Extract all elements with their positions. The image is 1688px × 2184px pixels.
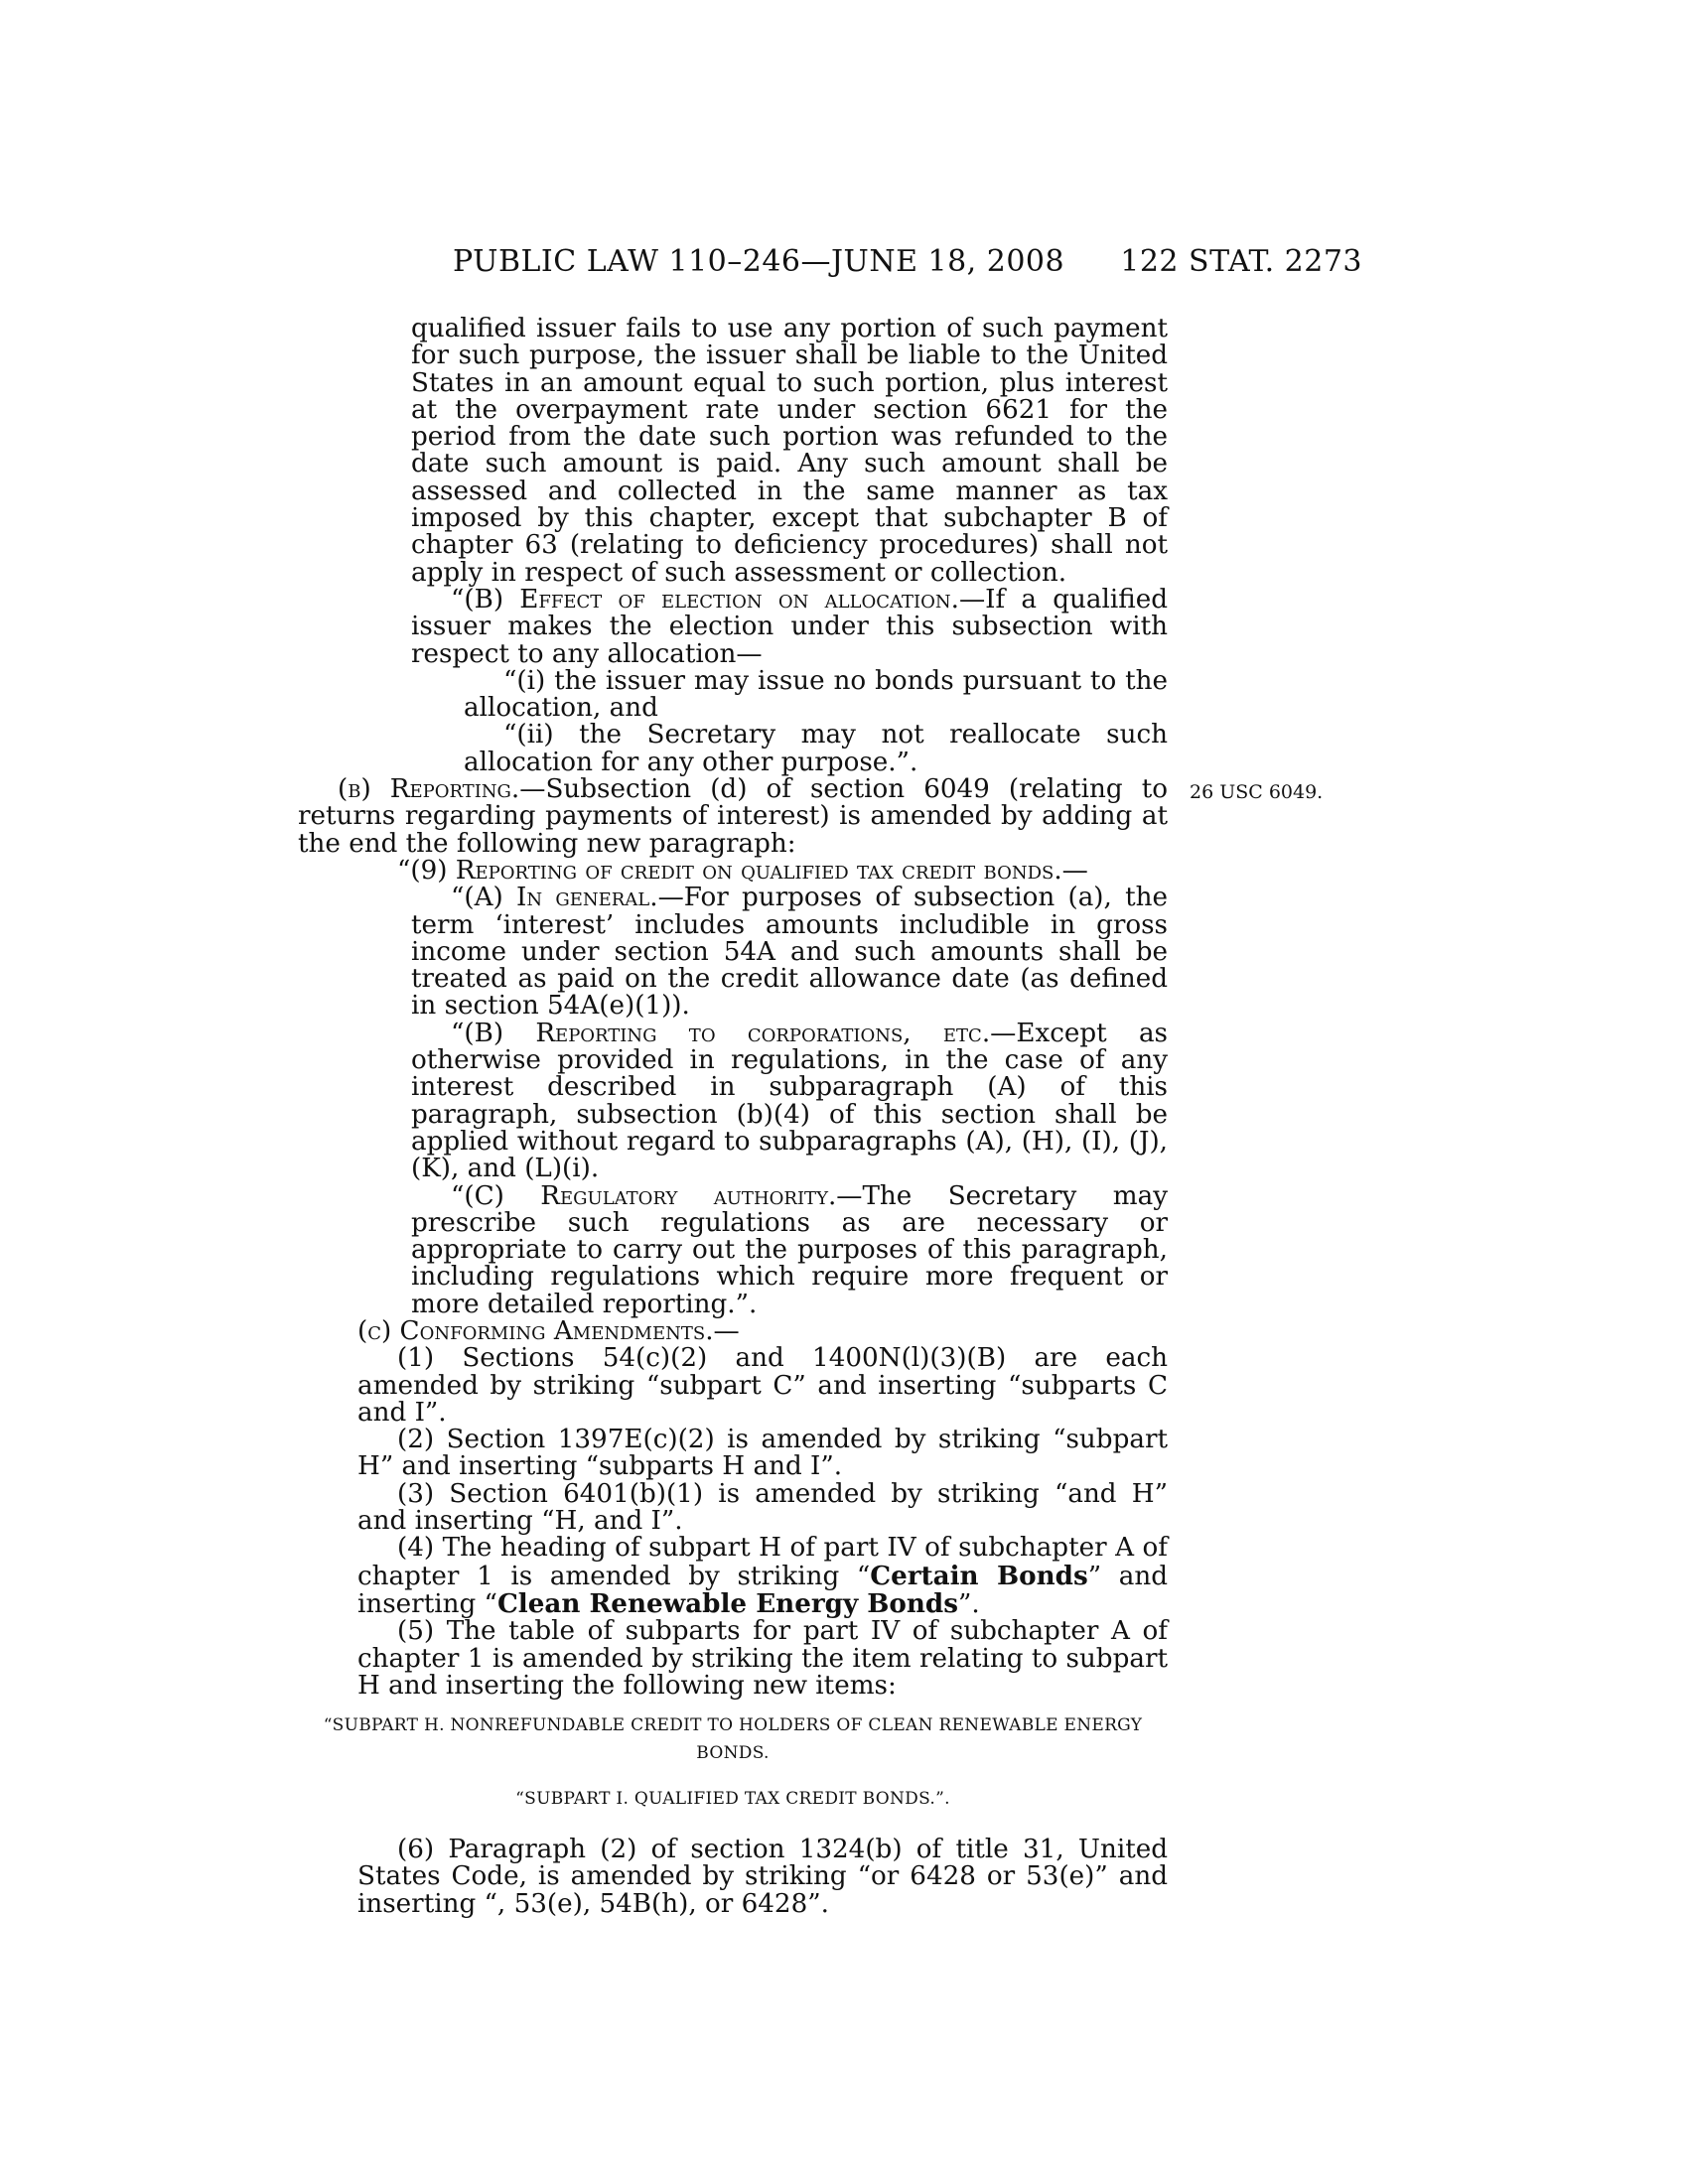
table-item-subpart-i: “SUBPART I. QUALIFIED TAX CREDIT BONDS.”. — [515, 1789, 950, 1810]
amendment-2: (2) Section 1397E(c)(2) is amended by striking “subpart H” and inserting “subparts H and I”. — [357, 1425, 1168, 1482]
amendment-4-bold-certain-bonds: Certain Bonds — [870, 1560, 1088, 1591]
document-body — [298, 316, 1168, 1918]
paragraph-effect-of-election — [298, 584, 1168, 669]
heading-reporting-to-corporations: “(B) Reporting to corporations, etc. — [451, 1018, 991, 1048]
margin-note-usc: 26 USC 6049. — [1190, 781, 1324, 803]
clause-i: “(i) the issuer may issue no bonds pursuant to the allocation, and — [464, 665, 1168, 724]
amendment-4-text-c: ”. — [958, 1588, 980, 1619]
heading-reporting: (b) Reporting. — [338, 774, 520, 805]
amendment-6: (6) Paragraph (2) of section 1324(b) of title 31, United States Code, is amended by striking “or 6428 or 53(e)” and inserting “, 53(e), 54B(h), or 6428”. — [357, 1835, 1168, 1919]
text-in-general: —For purposes of subsection (a), the term ‘interest’ includes amounts includible in gross income under section 54A and such amounts shall be treated as paid on the credit allowance date (as defined in section 54A(e)(1)). — [411, 883, 1168, 1022]
page-header — [298, 244, 1362, 284]
heading-regulatory-authority: “(C) Regulatory authority. — [451, 1180, 837, 1211]
text-reporting: —Subsection (d) of section 6049 (relating to returns regarding payments of interest) is amended by adding at the end the following new paragraph: — [298, 774, 1168, 859]
text-effect-of-election: —If a qualified issuer makes the election under this subsection with respect to any allocation— — [411, 584, 1168, 669]
subparagraph-a — [298, 885, 1168, 1020]
amendment-1: (1) Sections 54(c)(2) and 1400N(l)(3)(B) are each amended by striking “subpart C” and inserting “subparts C and I”. — [357, 1343, 1168, 1428]
amendment-3: (3) Section 6401(b)(1) is amended by striking “and H” and inserting “H, and I”. — [357, 1478, 1168, 1537]
conforming-amendments-heading: (c) Conforming Amendments.— — [357, 1315, 740, 1346]
amendment-4-text-b: ” and inserting “ — [357, 1561, 1168, 1619]
text-regulatory-authority: —The Secretary may prescribe such regulations as are necessary or appropriate to carry out the purposes of this paragraph, including regulations which require more frequent or more detailed reporting.”. — [411, 1180, 1168, 1319]
amendment-4-text-a: (4) The heading of subpart H of part IV of subchapter A of chapter 1 is amended by striking “ — [357, 1533, 1168, 1591]
table-item-subpart-h-line2: BONDS. — [696, 1743, 770, 1764]
heading-in-general: “(A) In general. — [451, 883, 658, 913]
amendment-4-bold-clean-renewable: Clean Renewable Energy Bonds — [496, 1587, 958, 1619]
subparagraph-c — [298, 1180, 1168, 1319]
amendment-4 — [298, 1535, 1168, 1618]
paragraph-continuation: qualified issuer fails to use any portion of such payment for such purpose, the issuer shall be liable to the United States in an amount equal to such portion, plus interest at the overpayment rate under section 6621 for the period from the date such portion was refunded to the date such amount is paid. Any such amount shall be assessed and collected in the same manner as tax imposed by this chapter, except that subchapter B of chapter 63 (relating to deficiency procedures) shall not apply in respect of such assessment or collection. — [411, 314, 1168, 588]
table-item-subpart-h-line1: “SUBPART H. NONREFUNDABLE CREDIT TO HOLDERS OF CLEAN RENEWABLE ENERGY — [323, 1715, 1143, 1736]
amendment-5: (5) The table of subparts for part IV of subchapter A of chapter 1 is amended by striking the item relating to subpart H and inserting the following new items: — [357, 1616, 1168, 1701]
heading-effect-of-election: “(B) Effect of election on allocation. — [451, 584, 959, 614]
paragraph-9-heading: “(9) Reporting of credit on qualified tax credit bonds.— — [397, 855, 1088, 886]
subparagraph-b — [298, 1018, 1169, 1184]
clause-ii: “(ii) the Secretary may not reallocate such allocation for any other purpose.”. — [464, 720, 1168, 777]
table-of-subparts — [278, 1711, 1188, 1813]
paragraph-reporting — [298, 776, 1168, 858]
text-reporting-to-corporations: —Except as otherwise provided in regulations, in the case of any interest described in subparagraph (A) of this paragraph, subsection (b)(4) of this section shall be applied without regard to subparagraphs (A), (H), (I), (J), (K), and (L)(i). — [411, 1018, 1169, 1184]
header-title: PUBLIC LAW 110–246—JUNE 18, 2008 — [453, 244, 1065, 279]
header-stat-citation: 122 STAT. 2273 — [1120, 244, 1362, 279]
